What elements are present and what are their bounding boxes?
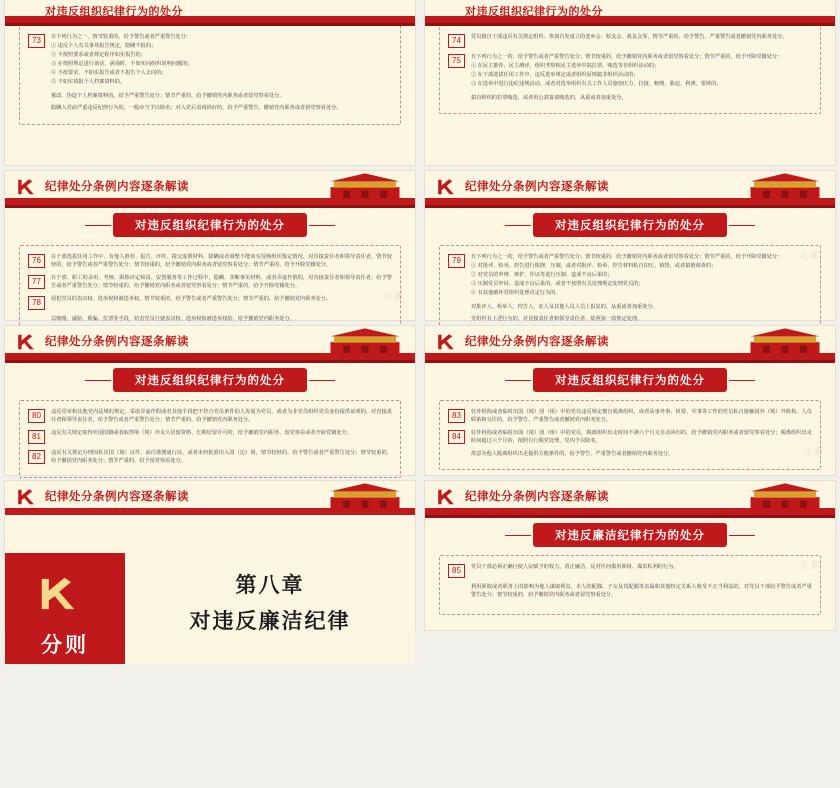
clause-line: ① 违反个人有关事项报告规定，隐瞒不报的； bbox=[51, 43, 157, 50]
clause-number: 76 bbox=[28, 254, 45, 268]
slide-thumbnail-8[interactable] bbox=[424, 480, 836, 631]
slide-header-title: 对违反组织纪律行为的处分 bbox=[45, 6, 183, 18]
clause-number: 81 bbox=[28, 430, 45, 444]
clause-number: 80 bbox=[28, 409, 45, 423]
slide-thumbnail-3[interactable] bbox=[4, 170, 416, 321]
slide-header bbox=[425, 326, 835, 360]
section-banner: 对违反组织纪律行为的处分 bbox=[533, 213, 727, 237]
clause-row bbox=[448, 429, 812, 445]
party-emblem-icon bbox=[13, 329, 39, 355]
slide-header bbox=[5, 481, 415, 515]
slide-header-title: 纪律处分条例内容逐条解读 bbox=[45, 491, 189, 503]
party-emblem-icon bbox=[433, 174, 459, 200]
clause-text: 侵犯党员的表决权、选举权和被选举权，情节较重的，给予警告或者严重警告处分；情节严重的，给予撤销党内职务处分。 bbox=[51, 296, 332, 303]
party-emblem-icon bbox=[13, 484, 39, 510]
section-banner: 对违反组织纪律行为的处分 bbox=[113, 368, 307, 392]
clause-row bbox=[28, 274, 392, 290]
clause-text: 在干部、职工的录用、考核、职称评定和岗、安置服务等工作过程中，隐瞒、垄断事实材料，或者弄虚作假的，对直接责任者和领导责任者，给予警告或者严重警告处分；情节较重的，给予撤销党内职务或者留党察看处分；情节严重的，给予开除党籍处分。 bbox=[51, 275, 392, 290]
party-emblem-icon bbox=[433, 484, 459, 510]
clause-line: ③ 压制党员申诉、造成不良后果的，或者不按照有关处理规定处理党员的； bbox=[471, 281, 644, 288]
clause-number: 85 bbox=[448, 564, 465, 578]
header-red-bar bbox=[425, 198, 835, 205]
clause-number: 84 bbox=[448, 430, 465, 444]
clause-text bbox=[51, 33, 392, 87]
clause-row bbox=[28, 295, 392, 310]
content-box bbox=[19, 245, 401, 335]
section-banner-wrap bbox=[5, 213, 415, 237]
clause-number: 83 bbox=[448, 409, 465, 423]
section-banner-wrap bbox=[425, 213, 835, 237]
clause-row bbox=[28, 33, 392, 87]
content-box bbox=[439, 25, 821, 114]
clause-line: ① 在民主推荐、民主测评、组织考察和民主选举中搞拉票、贿选等非组织活动的； bbox=[471, 63, 660, 70]
clause-line: 党员擅自干部违反有关规定组织、参加自发成立的老乡会、校友会、战友会等，情节严重的，给予警告、严重警告或者撤销党内职务处分。 bbox=[471, 34, 788, 40]
tiananmen-icon bbox=[319, 326, 411, 356]
section-banner: 对违反组织纪律行为的处分 bbox=[113, 213, 307, 237]
chapter-label: 分则 bbox=[41, 634, 89, 657]
clause-row bbox=[448, 33, 812, 48]
clause-line: 有下列行为之一的，给予警告或者严重警告处分；情节较重的，给予撤销党内职务或者留党察看处分；情节严重的，给予开除党籍处分： bbox=[471, 54, 783, 60]
slide-header-title: 纪律处分条例内容逐条解读 bbox=[45, 336, 189, 348]
slide-header-title: 对违反组织纪律行为的处分 bbox=[465, 6, 603, 18]
clause-row bbox=[448, 53, 812, 89]
content-box bbox=[19, 25, 401, 125]
clause-line: ④ 不按要求、不如实报告或者不报告个人去向的； bbox=[51, 70, 167, 77]
header-red-bar bbox=[425, 508, 835, 515]
clause-line: 有下列行为之一，情节较重的，给予警告或者严重警告处分： bbox=[51, 34, 192, 40]
clause-row bbox=[28, 408, 392, 424]
slide-thumbnail-2[interactable] bbox=[424, 0, 836, 166]
clause-number: 79 bbox=[448, 254, 465, 268]
content-box bbox=[19, 400, 401, 478]
content-box bbox=[439, 555, 821, 615]
content-box bbox=[439, 400, 821, 470]
clause-paragraph: 利用职权或者职务上的影响为他人谋取利益，本人的配偶、子女及其配偶等亲属和其他特定关系人收受不正当利益的，对党员干部给予警告或者严重警告处分；情节较重的，给予撤销党内职务或者留党察看处分。 bbox=[471, 584, 812, 599]
section-banner-wrap bbox=[5, 368, 415, 392]
tiananmen-icon bbox=[739, 171, 831, 201]
slide-thumbnail-1[interactable] bbox=[4, 0, 416, 166]
watermark: 元素 bbox=[798, 250, 821, 261]
section-banner: 对违反组织纪律行为的处分 bbox=[533, 368, 727, 392]
slide-header-title: 纪律处分条例内容逐条解读 bbox=[465, 336, 609, 348]
chapter-number: 第八章 bbox=[235, 574, 305, 597]
clause-line: ③ 在按照规定进行谈话、函询时，不如实向组织说明问题的； bbox=[51, 61, 193, 68]
section-banner: 对违反廉洁纪律行为的处分 bbox=[533, 523, 727, 547]
tiananmen-icon bbox=[319, 481, 411, 511]
clause-row bbox=[28, 449, 392, 465]
section-banner-wrap bbox=[425, 368, 835, 392]
header-red-bar bbox=[425, 353, 835, 360]
clause-line: ③ 在选举中进行违纪违规活动，或者对选举组织有关工作人员施加压力、拉拢、贿赂、胁迫、利诱、要挟的。 bbox=[471, 81, 722, 88]
clause-text bbox=[471, 53, 812, 89]
clause-row bbox=[448, 563, 812, 578]
watermark: 元素 bbox=[798, 560, 821, 571]
slide-header-title: 纪律处分条例内容逐条解读 bbox=[465, 181, 609, 193]
clause-text: 违反有关规定取得外国国籍或者取得境（境）外永久居留资格、长期居留许可的，给予撤销党内职务、留党察看或者开除党籍处分。 bbox=[51, 430, 352, 437]
clause-text: 违反有关规定办理因私出国（境）证件、前往港澳通行证，或者未经批准出入国（边）境，情节较轻的，给予警告或者严重警告处分；情节较重的，给予撤销党内职务处分；情节严重的，给予留党察看处分。 bbox=[51, 450, 392, 465]
slide-header bbox=[425, 0, 835, 23]
clause-number: 77 bbox=[28, 275, 45, 289]
slide-header-title: 纪律处分条例内容逐条解读 bbox=[465, 491, 609, 503]
clause-line: ② 对党员的申辩、辩护、作证等进行压制、造成不良后果的； bbox=[471, 272, 613, 279]
clause-line: ④ 有其他破坏党组织处理决定行为的。 bbox=[471, 290, 561, 297]
clause-row bbox=[28, 253, 392, 269]
party-emblem-icon bbox=[31, 567, 85, 621]
clause-line: ⑤ 不如实填报个人档案资料的。 bbox=[51, 79, 126, 86]
clause-paragraph: 以贿赂、威胁、欺骗、拉票等手段，妨害党员行使表决权、选举权和被选举权的，给予撤销党内职务处分。 bbox=[51, 316, 295, 323]
clause-text: 在干部选拔任用工作中，有他人推荐、报告、评荐、提交虚假材料、隐瞒或者调整不能如实反映组织鉴定情况、对直接责任者和领导责任者，情节较轻的，给予警告或者严重警告处分；情节较重的，给予撤销党内职务或者留党察看处分；情节严重的，给予开除党籍处分。 bbox=[51, 254, 392, 269]
party-emblem-icon bbox=[433, 329, 459, 355]
clause-line: ② 不按照要求或者规定程序如实报告的； bbox=[51, 52, 146, 59]
tiananmen-icon bbox=[739, 481, 831, 511]
clause-number: 78 bbox=[28, 296, 45, 310]
watermark: 元素 bbox=[802, 446, 825, 456]
clause-paragraph: 篡改、伪造个人档案资料的，给予严重警告处分；情节严重的，给予撤销党内职务或者留党察看处分。 bbox=[51, 93, 285, 100]
section-banner-wrap bbox=[425, 523, 835, 547]
clause-line: 有下列行为之一的，给予警告或者严重警告处分；情节较重的，给予撤销党内职务或者留党察看处分；情节严重的，给予开除党籍处分： bbox=[471, 254, 783, 260]
slide-header-title: 纪律处分条例内容逐条解读 bbox=[45, 181, 189, 193]
clause-row bbox=[448, 253, 812, 298]
clause-row bbox=[28, 429, 392, 444]
watermark: 元素 bbox=[382, 291, 405, 301]
clause-paragraph: 故意为他人脱离组织出走提供方便条件的，给予警告、严重警告或者撤销党内职务处分。 bbox=[471, 451, 674, 458]
tiananmen-icon bbox=[319, 171, 411, 201]
clause-text: 党员干部必须正确行使人民赋予的权力，清正廉洁，反对任何滥用职权、谋求私利的行为。 bbox=[471, 564, 679, 570]
clause-number: 75 bbox=[448, 54, 465, 68]
content-box bbox=[439, 245, 821, 335]
slide-header bbox=[5, 0, 415, 23]
clause-text: 违反党章和其他党内法规的规定，采取弄虚作假或者其他手段把不符合党员条件的人发展为党员，或者为非党员组织党员身份提供证明的，对直接责任者和领导责任者，给予警告或者严重警告处分；情节严重的，给予撤销党内职务处分。 bbox=[51, 409, 392, 424]
clause-paragraph: 党组织有上述行为的，对直接责任者和领导责任者，依照第一款规定处理。 bbox=[471, 316, 643, 323]
clause-text bbox=[471, 33, 812, 42]
slide-header bbox=[425, 481, 835, 515]
chapter-right-block bbox=[131, 569, 409, 635]
clause-line: ② 在干部选拔任用工作中，违反选举规定或者组织原则搞非组织活动的； bbox=[471, 72, 639, 79]
clause-number: 82 bbox=[28, 450, 45, 464]
clause-text: 驻外机构或者临时出国（境）团（组）中的党员违反规定擅自脱离组织，或者从事外事、机要、军事等工作的党员私自接触国外（境）外机构、人员联系和交往的，给予警告、严重警告或者撤销党内职务处分。 bbox=[471, 409, 812, 424]
header-red-bar bbox=[5, 508, 415, 515]
clause-paragraph: 对批评人、检举人、控告人、证人及其他人员人员上报复的，从重或者加重处分。 bbox=[471, 304, 658, 311]
slide-thumbnail-7[interactable] bbox=[4, 480, 416, 657]
chapter-title: 对违反廉洁纪律 bbox=[189, 610, 351, 633]
slide-thumbnail-5[interactable] bbox=[4, 325, 416, 476]
chapter-left-block bbox=[5, 553, 125, 664]
chapter-slide-body bbox=[5, 515, 415, 664]
clause-row bbox=[448, 408, 812, 424]
header-red-bar bbox=[5, 353, 415, 360]
clause-paragraph: 隐瞒入党前严重违反纪律行为的，一般应当予以除名；对入党后表现尚好的，给予严重警告、撤销党内职务或者留党察看处分。 bbox=[51, 105, 342, 112]
clause-paragraph: 搞有组织的拉票贿选，或者用公款宴请贿选的，从重或者加重处分。 bbox=[471, 95, 627, 102]
slide-header bbox=[5, 326, 415, 360]
clause-number: 73 bbox=[28, 34, 45, 48]
header-red-bar bbox=[5, 198, 415, 205]
slide-thumbnail-6[interactable] bbox=[424, 325, 836, 476]
clause-text bbox=[471, 253, 812, 298]
tiananmen-icon bbox=[739, 326, 831, 356]
clause-line: ① 对批评、检举、控告进行阻挠、压制，或者对批评、检举、控告材料私自扣压、销毁，或者搞假调查的； bbox=[471, 263, 717, 270]
clause-number: 74 bbox=[448, 34, 465, 48]
clause-text: 驻外机构或者临时出国（境）团（组）中的党员，脱离组织出走时间不满六个月又自动回归的，给予撤销党内职务或者留党察看处分；脱离组织出走时间超过六个月的，按照自行脱党处理，党内予以除名。 bbox=[471, 430, 812, 445]
party-emblem-icon bbox=[13, 174, 39, 200]
slide-thumbnail-4[interactable] bbox=[424, 170, 836, 321]
slide-header bbox=[5, 171, 415, 205]
slide-header bbox=[425, 171, 835, 205]
